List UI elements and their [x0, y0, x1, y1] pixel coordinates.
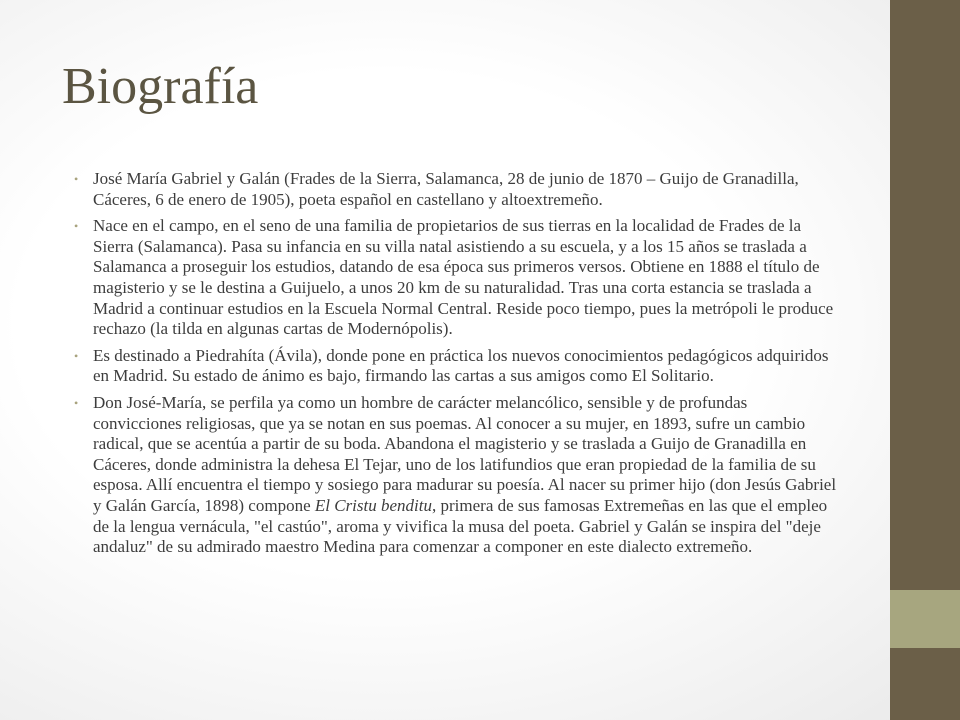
bullet-text: Nace en el campo, en el seno de una familia de propietarios de sus tierras en la localidad de Frades de la Sierra (Salamanca). Pasa su infancia en su villa natal asistiendo a su escuela, y a los 15 años se traslada a Salamanca a proseguir los estudios, datando de esa época sus primeros versos. Obtiene en 1888 el título de magisterio y se le destina a Guijuelo, a unos 20 km de su naturalidad. Tras una corta estancia se traslada a Madrid a continuar estudios en la Escuela Normal Central. Reside poco tiempo, pues la metrópoli le produce rechazo (la tilda en algunas cartas de Modernópolis).: [93, 216, 834, 339]
bullet-icon: •: [74, 395, 79, 410]
list-item: [72, 169, 840, 210]
bullet-icon: •: [74, 172, 79, 186]
bullet-list: [72, 169, 840, 564]
poem-title: El Cristu benditu: [314, 495, 432, 515]
list-item: [72, 216, 840, 340]
list-item: [72, 346, 840, 387]
sidebar-accent-block: [890, 590, 960, 648]
slide-title: Biografía: [62, 58, 259, 115]
bullet-text-end: , primera de sus famosas Extremeñas en las que el empleo de la lengua vernácula, "el castúo", aroma y vivifica la musa del poeta. Gabriel y Galán se inspira del "deje andaluz" de su admirado maestro Medina para comenzar a componer en este dialecto extremeño.: [93, 495, 828, 557]
bullet-text: José María Gabriel y Galán (Frades de la Sierra, Salamanca, 28 de junio de 1870 – Guijo de Granadilla, Cáceres, 6 de enero de 1905), poeta español en castellano y altoextremeño.: [93, 169, 799, 209]
bullet-icon: •: [74, 219, 79, 234]
bullet-text-start: Don José-María, se perfila ya como un hombre de carácter melancólico, sensible y de profundas convicciones religiosas, que ya se notan en sus poemas. Al conocer a su mujer, en 1893, sufre un cambio radical, que se acentúa a partir de su boda. Abandona el magisterio y se traslada a Guijo de Granadilla en Cáceres, donde administra la dehesa El Tejar, uno de los latifundios que eran propiedad de la familia de su esposa. Allí encuentra el tiempo y sosiego para madurar su poesía. Al nacer su primer hijo (don Jesús Gabriel y Galán García, 1898) compone: [93, 392, 837, 515]
bullet-text: Es destinado a Piedrahíta (Ávila), donde pone en práctica los nuevos conocimientos pedagógicos adquiridos en Madrid. Su estado de ánimo es bajo, firmando las cartas a sus amigos como El Solitario.: [93, 345, 829, 386]
list-item: [72, 393, 840, 558]
bullet-icon: •: [74, 348, 79, 363]
